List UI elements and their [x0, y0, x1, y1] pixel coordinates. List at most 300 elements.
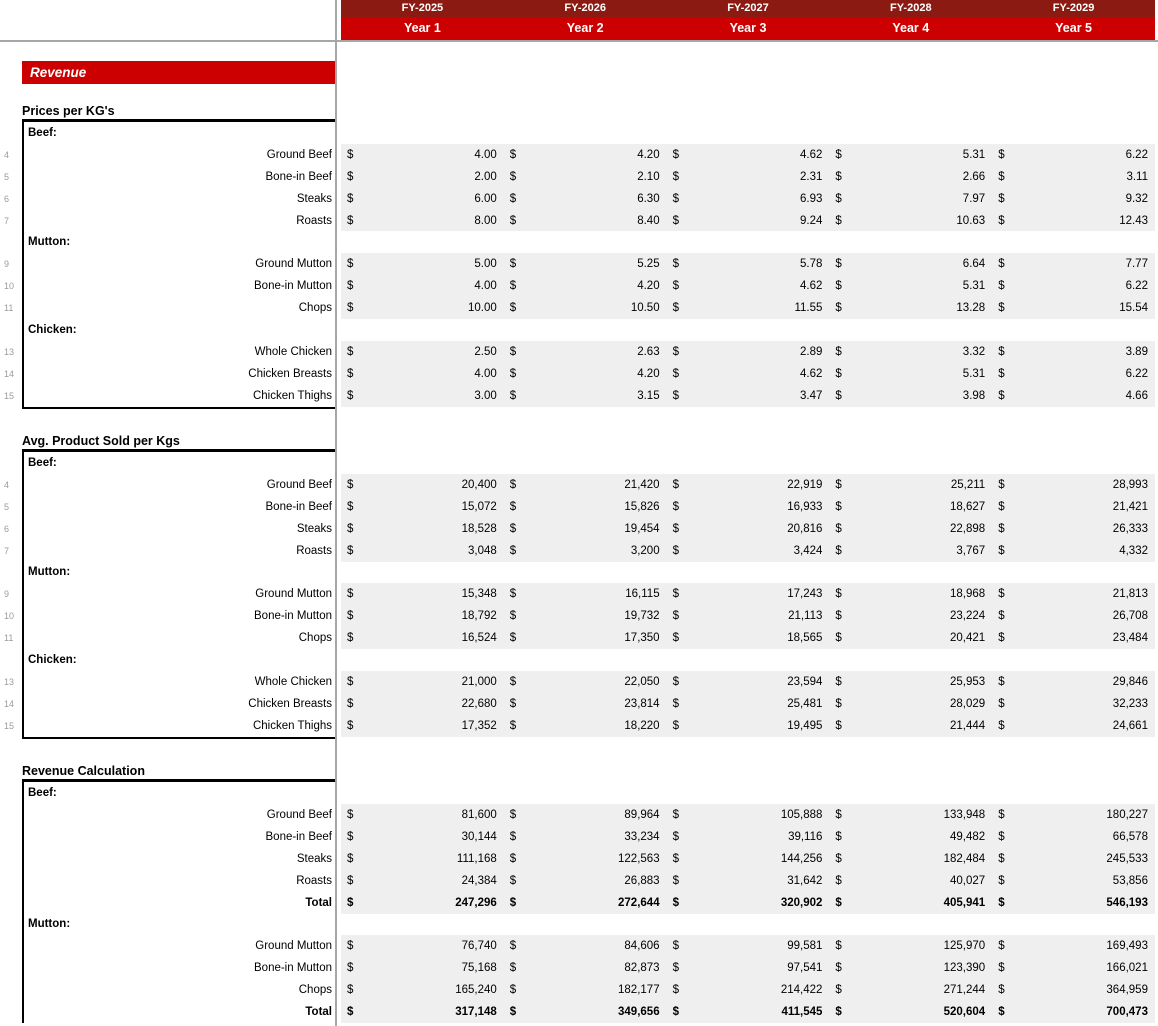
- table-row: [0, 231, 1158, 253]
- data-row-area: [341, 210, 1155, 232]
- currency-symbol: $: [347, 544, 354, 557]
- category-label-cell[interactable]: Chicken:: [22, 649, 335, 671]
- value-cell[interactable]: [341, 341, 504, 363]
- row-number[interactable]: 10: [4, 281, 15, 292]
- section-box-border: [22, 407, 335, 410]
- table-row: [0, 452, 1158, 474]
- row-label-cell[interactable]: Chicken Breasts: [22, 693, 335, 715]
- value-cell[interactable]: [504, 275, 667, 297]
- row-label-cell[interactable]: Steaks: [22, 518, 335, 540]
- value-cell[interactable]: [667, 627, 830, 649]
- section-heading[interactable]: Revenue Calculation: [22, 763, 335, 782]
- value-cell[interactable]: [667, 188, 830, 210]
- currency-symbol: $: [672, 522, 679, 535]
- value-cell[interactable]: [992, 253, 1155, 275]
- value-cell[interactable]: [341, 979, 504, 1001]
- row-label-cell[interactable]: Chops: [22, 627, 335, 649]
- year-cell[interactable]: Year 4: [892, 21, 930, 35]
- value-cell[interactable]: [341, 253, 504, 275]
- value-cell[interactable]: [829, 605, 992, 627]
- category-label-cell[interactable]: Mutton:: [22, 231, 335, 253]
- value-cell[interactable]: [341, 518, 504, 540]
- value-cell[interactable]: [667, 144, 830, 166]
- value-cell[interactable]: [504, 474, 667, 496]
- value-cell[interactable]: [829, 210, 992, 232]
- section-heading[interactable]: Avg. Product Sold per Kgs: [22, 433, 335, 452]
- value-cell[interactable]: [341, 144, 504, 166]
- value-cell[interactable]: [829, 363, 992, 385]
- value-cell[interactable]: [829, 518, 992, 540]
- value-cell[interactable]: [992, 385, 1155, 407]
- row-label-cell[interactable]: Whole Chicken: [22, 341, 335, 363]
- value-cell[interactable]: [504, 188, 667, 210]
- row-number[interactable]: [0, 1001, 22, 1023]
- fiscal-year-cell[interactable]: FY-2025: [401, 2, 444, 14]
- value-cell[interactable]: [829, 341, 992, 363]
- value-cell[interactable]: [992, 826, 1155, 848]
- value-cell[interactable]: [341, 804, 504, 826]
- value-cell[interactable]: [504, 671, 667, 693]
- value-cell[interactable]: [341, 627, 504, 649]
- year-cell[interactable]: Year 1: [403, 21, 441, 35]
- cell-value: 6.93: [800, 192, 823, 205]
- currency-symbol: $: [998, 478, 1005, 491]
- value-cell[interactable]: [829, 979, 992, 1001]
- value-cell[interactable]: [504, 363, 667, 385]
- row-number[interactable]: [0, 826, 22, 848]
- value-cell[interactable]: [341, 671, 504, 693]
- currency-symbol: $: [347, 367, 354, 380]
- currency-symbol: $: [998, 148, 1005, 161]
- currency-symbol: $: [835, 632, 842, 645]
- value-cell[interactable]: [829, 166, 992, 188]
- cell-value: 4.66: [1125, 389, 1148, 402]
- value-cell[interactable]: [829, 275, 992, 297]
- fiscal-year-cell[interactable]: FY-2026: [564, 2, 606, 14]
- value-cell[interactable]: [341, 297, 504, 319]
- value-cell[interactable]: [992, 341, 1155, 363]
- category-label-cell[interactable]: Beef:: [22, 122, 335, 144]
- row-number[interactable]: 4: [4, 149, 10, 160]
- value-cell[interactable]: [829, 496, 992, 518]
- data-row-area: [341, 935, 1155, 957]
- value-cell[interactable]: [504, 341, 667, 363]
- value-cell[interactable]: [504, 144, 667, 166]
- value-cell[interactable]: [504, 892, 667, 914]
- value-cell[interactable]: [829, 583, 992, 605]
- value-cell[interactable]: [667, 253, 830, 275]
- value-cell[interactable]: [829, 892, 992, 914]
- row-number[interactable]: 11: [4, 303, 14, 314]
- value-cell[interactable]: [341, 210, 504, 232]
- cell-value: 9.32: [1125, 192, 1148, 205]
- currency-symbol: $: [835, 258, 842, 271]
- value-cell[interactable]: [341, 583, 504, 605]
- currency-symbol: $: [672, 367, 679, 380]
- value-cell[interactable]: [829, 253, 992, 275]
- value-cell[interactable]: [667, 474, 830, 496]
- value-cell[interactable]: [829, 671, 992, 693]
- value-cell[interactable]: [829, 870, 992, 892]
- cell-value: 24,384: [461, 874, 497, 887]
- value-cell[interactable]: [504, 979, 667, 1001]
- currency-symbol: $: [835, 192, 842, 205]
- row-label-cell[interactable]: Ground Beef: [22, 144, 335, 166]
- currency-symbol: $: [998, 962, 1005, 975]
- row-number[interactable]: 9: [4, 589, 10, 600]
- value-cell[interactable]: [341, 870, 504, 892]
- table-row: [0, 144, 1158, 166]
- cell-value: 4,332: [1119, 544, 1148, 557]
- cell-value: 25,953: [950, 675, 986, 688]
- row-number[interactable]: 13: [4, 676, 15, 687]
- value-cell[interactable]: [829, 297, 992, 319]
- value-cell[interactable]: [341, 935, 504, 957]
- cell-value: 2.63: [637, 345, 660, 358]
- value-cell[interactable]: [667, 297, 830, 319]
- value-cell[interactable]: [504, 518, 667, 540]
- row-number[interactable]: 10: [4, 611, 15, 622]
- value-cell[interactable]: [667, 935, 830, 957]
- row-label-cell[interactable]: Roasts: [22, 870, 335, 892]
- year-cell[interactable]: Year 2: [566, 21, 604, 35]
- cell-value: 10.50: [630, 302, 660, 315]
- value-cell[interactable]: [504, 715, 667, 737]
- value-cell[interactable]: [667, 540, 830, 562]
- row-label-cell[interactable]: Roasts: [22, 210, 335, 232]
- value-cell[interactable]: [992, 188, 1155, 210]
- cell-value: 16,524: [461, 632, 497, 645]
- fiscal-year-cell[interactable]: FY-2028: [889, 2, 932, 14]
- value-cell[interactable]: [829, 957, 992, 979]
- value-cell[interactable]: [341, 540, 504, 562]
- value-cell[interactable]: [992, 1001, 1155, 1023]
- cell-value: 11.55: [794, 302, 823, 315]
- currency-symbol: $: [672, 302, 679, 315]
- row-number[interactable]: 7: [4, 215, 10, 226]
- value-cell[interactable]: [992, 605, 1155, 627]
- cell-value: 10.00: [468, 302, 497, 315]
- row-label-cell[interactable]: Bone-in Mutton: [22, 957, 335, 979]
- value-cell[interactable]: [667, 210, 830, 232]
- cell-value: 180,227: [1106, 808, 1148, 821]
- currency-symbol: $: [509, 632, 517, 645]
- row-number[interactable]: 9: [4, 259, 10, 270]
- value-cell[interactable]: [504, 1001, 667, 1023]
- value-cell[interactable]: [341, 957, 504, 979]
- currency-symbol: $: [509, 544, 517, 557]
- section-box-border: [22, 737, 335, 740]
- value-cell[interactable]: [341, 826, 504, 848]
- row-label-cell[interactable]: Chicken Thighs: [22, 385, 335, 407]
- value-cell[interactable]: [829, 144, 992, 166]
- fiscal-year-cell[interactable]: FY-2029: [1052, 2, 1095, 14]
- year-cell[interactable]: Year 5: [1055, 21, 1092, 35]
- year-cell[interactable]: Year 3: [729, 21, 767, 35]
- value-cell[interactable]: [829, 627, 992, 649]
- value-cell[interactable]: [341, 188, 504, 210]
- value-cell[interactable]: [504, 870, 667, 892]
- currency-symbol: $: [347, 632, 354, 645]
- value-cell[interactable]: [992, 627, 1155, 649]
- value-cell[interactable]: [992, 892, 1155, 914]
- value-cell[interactable]: [504, 693, 667, 715]
- data-row-area: [341, 671, 1155, 693]
- value-cell[interactable]: [341, 496, 504, 518]
- value-cell[interactable]: [992, 935, 1155, 957]
- value-cell[interactable]: [667, 363, 830, 385]
- value-cell[interactable]: [829, 848, 992, 870]
- value-cell[interactable]: [341, 474, 504, 496]
- cell-value: 16,115: [625, 588, 660, 601]
- row-number[interactable]: 14: [4, 368, 15, 379]
- value-cell[interactable]: [992, 957, 1155, 979]
- row-label-cell[interactable]: Bone-in Beef: [22, 496, 335, 518]
- currency-symbol: $: [509, 962, 517, 975]
- value-cell[interactable]: [667, 275, 830, 297]
- value-cell[interactable]: [667, 715, 830, 737]
- value-cell[interactable]: [667, 166, 830, 188]
- value-cell[interactable]: [992, 275, 1155, 297]
- value-cell[interactable]: [992, 363, 1155, 385]
- currency-symbol: $: [835, 610, 842, 623]
- cell-value: 4.62: [800, 280, 823, 293]
- value-cell[interactable]: [992, 166, 1155, 188]
- currency-symbol: $: [835, 962, 842, 975]
- value-cell[interactable]: [667, 848, 830, 870]
- row-number[interactable]: 6: [4, 523, 10, 534]
- row-label-cell[interactable]: Ground Beef: [22, 474, 335, 496]
- row-label-cell[interactable]: Ground Beef: [22, 804, 335, 826]
- cell-value: 66,578: [1112, 830, 1148, 843]
- row-number[interactable]: [0, 935, 22, 957]
- cell-value: 317,148: [455, 1006, 497, 1018]
- value-cell[interactable]: [667, 583, 830, 605]
- row-label-cell[interactable]: Bone-in Mutton: [22, 275, 335, 297]
- value-cell[interactable]: [667, 826, 830, 848]
- value-cell[interactable]: [992, 540, 1155, 562]
- value-cell[interactable]: [667, 693, 830, 715]
- category-label-cell[interactable]: Chicken:: [22, 319, 335, 341]
- value-cell[interactable]: [992, 583, 1155, 605]
- value-cell[interactable]: [341, 848, 504, 870]
- value-cell[interactable]: [829, 715, 992, 737]
- row-number[interactable]: [0, 957, 22, 979]
- value-cell[interactable]: [341, 605, 504, 627]
- currency-symbol: $: [509, 192, 517, 205]
- value-cell[interactable]: [992, 693, 1155, 715]
- row-label-cell[interactable]: Steaks: [22, 188, 335, 210]
- row-label-cell[interactable]: Total: [22, 1001, 335, 1023]
- row-number[interactable]: [0, 848, 22, 870]
- value-cell[interactable]: [992, 518, 1155, 540]
- category-label-cell[interactable]: Beef:: [22, 452, 335, 474]
- fiscal-year-cell[interactable]: FY-2027: [727, 2, 769, 14]
- value-cell[interactable]: [829, 1001, 992, 1023]
- value-cell[interactable]: [992, 144, 1155, 166]
- table-row: [0, 957, 1158, 979]
- currency-symbol: $: [509, 500, 517, 513]
- row-number[interactable]: 7: [4, 545, 10, 556]
- value-cell[interactable]: [504, 210, 667, 232]
- cell-value: 40,027: [950, 874, 986, 887]
- value-cell[interactable]: [341, 166, 504, 188]
- value-cell[interactable]: [667, 804, 830, 826]
- row-label-cell[interactable]: Ground Mutton: [22, 253, 335, 275]
- table-row: [0, 122, 1158, 144]
- category-label-cell[interactable]: Beef:: [22, 782, 335, 804]
- table-row: [0, 166, 1158, 188]
- row-number[interactable]: 15: [4, 390, 15, 401]
- cell-value: 3.89: [1125, 345, 1148, 358]
- value-cell[interactable]: [829, 474, 992, 496]
- data-row-area: [341, 804, 1155, 826]
- value-cell[interactable]: [341, 363, 504, 385]
- row-number[interactable]: 11: [4, 633, 14, 644]
- value-cell[interactable]: [992, 848, 1155, 870]
- value-cell[interactable]: [829, 826, 992, 848]
- value-cell[interactable]: [504, 848, 667, 870]
- cell-value: 6.22: [1125, 148, 1148, 161]
- value-cell[interactable]: [504, 804, 667, 826]
- value-cell[interactable]: [829, 693, 992, 715]
- section-heading[interactable]: Prices per KG's: [22, 103, 335, 122]
- value-cell[interactable]: [504, 583, 667, 605]
- cell-value: 5.78: [800, 258, 823, 271]
- row-number[interactable]: 5: [4, 501, 10, 512]
- value-cell[interactable]: [341, 892, 504, 914]
- currency-symbol: $: [509, 478, 517, 491]
- row-label-cell[interactable]: Chops: [22, 979, 335, 1001]
- table-row: [0, 693, 1158, 715]
- currency-symbol: $: [998, 170, 1005, 183]
- currency-symbol: $: [509, 984, 517, 997]
- value-cell[interactable]: [667, 1001, 830, 1023]
- cell-value: 4.20: [637, 148, 660, 161]
- row-number[interactable]: 4: [4, 479, 10, 490]
- row-label-cell[interactable]: Whole Chicken: [22, 671, 335, 693]
- value-cell[interactable]: [504, 166, 667, 188]
- currency-symbol: $: [998, 719, 1005, 732]
- table-row: [0, 605, 1158, 627]
- row-label-cell[interactable]: Ground Mutton: [22, 583, 335, 605]
- data-row-area: [341, 870, 1155, 892]
- revenue-banner[interactable]: Revenue: [22, 61, 335, 84]
- value-cell[interactable]: [504, 297, 667, 319]
- value-cell[interactable]: [667, 385, 830, 407]
- value-cell[interactable]: [341, 385, 504, 407]
- row-number[interactable]: [0, 804, 22, 826]
- value-cell[interactable]: [667, 892, 830, 914]
- cell-value: 20,421: [950, 632, 986, 645]
- row-label-cell[interactable]: Chicken Thighs: [22, 715, 335, 737]
- value-cell[interactable]: [504, 385, 667, 407]
- value-cell[interactable]: [667, 870, 830, 892]
- value-cell[interactable]: [992, 496, 1155, 518]
- row-number-gutter: [0, 319, 22, 341]
- row-label-cell[interactable]: Chicken Breasts: [22, 363, 335, 385]
- value-cell[interactable]: [341, 1001, 504, 1023]
- value-cell[interactable]: [992, 979, 1155, 1001]
- value-cell[interactable]: [992, 671, 1155, 693]
- value-cell[interactable]: [992, 870, 1155, 892]
- value-cell[interactable]: [504, 957, 667, 979]
- value-cell[interactable]: [504, 935, 667, 957]
- value-cell[interactable]: [667, 605, 830, 627]
- value-cell[interactable]: [341, 715, 504, 737]
- value-cell[interactable]: [829, 804, 992, 826]
- row-number[interactable]: 13: [4, 346, 15, 357]
- cell-value: 3.15: [637, 389, 660, 402]
- currency-symbol: $: [672, 610, 679, 623]
- row-label-cell[interactable]: Bone-in Beef: [22, 826, 335, 848]
- value-cell[interactable]: [829, 385, 992, 407]
- row-number[interactable]: [0, 979, 22, 1001]
- row-number[interactable]: [0, 870, 22, 892]
- row-label-cell[interactable]: Bone-in Beef: [22, 166, 335, 188]
- value-cell[interactable]: [992, 474, 1155, 496]
- currency-symbol: $: [672, 719, 679, 732]
- row-label-cell[interactable]: Bone-in Mutton: [22, 605, 335, 627]
- value-cell[interactable]: [341, 275, 504, 297]
- value-cell[interactable]: [504, 627, 667, 649]
- value-cell[interactable]: [667, 979, 830, 1001]
- value-cell[interactable]: [667, 496, 830, 518]
- value-cell[interactable]: [667, 518, 830, 540]
- value-cell[interactable]: [992, 804, 1155, 826]
- value-cell[interactable]: [667, 341, 830, 363]
- value-cell[interactable]: [504, 253, 667, 275]
- row-label-cell[interactable]: Roasts: [22, 540, 335, 562]
- row-number[interactable]: 5: [4, 171, 10, 182]
- currency-symbol: $: [347, 1006, 354, 1018]
- cell-value: 18,968: [950, 588, 986, 601]
- value-cell[interactable]: [992, 715, 1155, 737]
- value-cell[interactable]: [341, 693, 504, 715]
- row-number[interactable]: 14: [4, 698, 15, 709]
- value-cell[interactable]: [504, 496, 667, 518]
- cell-value: 271,244: [943, 984, 986, 997]
- category-label-cell[interactable]: Mutton:: [22, 562, 335, 584]
- row-number[interactable]: 15: [4, 720, 15, 731]
- row-label-cell[interactable]: Total: [22, 892, 335, 914]
- cell-value: 245,533: [1106, 852, 1148, 865]
- value-cell[interactable]: [504, 605, 667, 627]
- value-cell[interactable]: [829, 188, 992, 210]
- row-number[interactable]: [0, 892, 22, 914]
- currency-symbol: $: [672, 258, 679, 271]
- currency-symbol: $: [672, 389, 679, 402]
- category-label-cell[interactable]: Mutton:: [22, 914, 335, 936]
- cell-value: 4.00: [474, 280, 497, 293]
- row-label-cell[interactable]: Ground Mutton: [22, 935, 335, 957]
- value-cell[interactable]: [829, 935, 992, 957]
- table-row: [0, 870, 1158, 892]
- value-cell[interactable]: [829, 540, 992, 562]
- value-cell[interactable]: [992, 210, 1155, 232]
- row-label-cell[interactable]: Chops: [22, 297, 335, 319]
- currency-symbol: $: [347, 697, 354, 710]
- value-cell[interactable]: [992, 297, 1155, 319]
- value-cell[interactable]: [504, 540, 667, 562]
- table-row: [0, 892, 1158, 914]
- value-cell[interactable]: [667, 671, 830, 693]
- value-cell[interactable]: [667, 957, 830, 979]
- currency-symbol: $: [835, 280, 842, 293]
- value-cell[interactable]: [504, 826, 667, 848]
- row-label-cell[interactable]: Steaks: [22, 848, 335, 870]
- row-number[interactable]: 6: [4, 193, 10, 204]
